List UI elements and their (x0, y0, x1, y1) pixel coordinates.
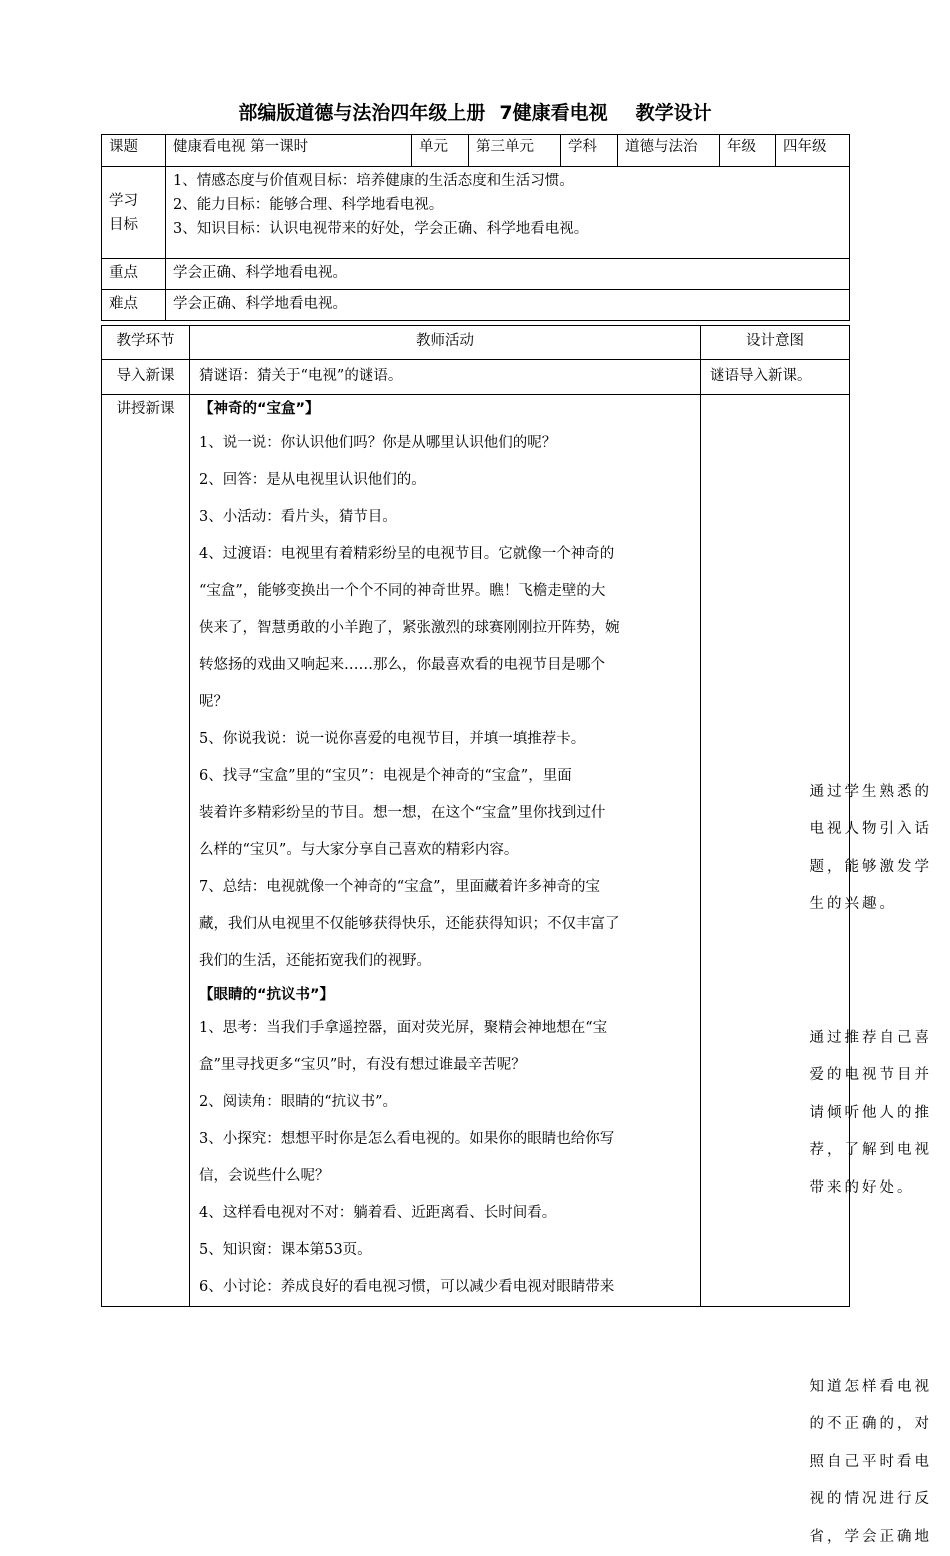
objective-item: 1、情感态度与价值观目标：培养健康的生活态度和生活习惯。 (173, 169, 849, 193)
lesson-line: 7、总结：电视就像一个神奇的“宝盒”，里面藏着许多神奇的宝 (199, 869, 700, 906)
lesson-line: 呢？ (199, 684, 700, 721)
intent-block (810, 1020, 946, 1208)
title-lesson: 7健康看电视 (499, 102, 607, 124)
intent-line: 通过学生熟悉的 (810, 774, 946, 812)
lesson-line: 2、阅读角：眼睛的“抗议书”。 (199, 1084, 700, 1121)
intro-teacher: 猜谜语：猜关于“电视”的谜语。 (190, 360, 701, 395)
lesson-line: 么样的“宝贝”。与大家分享自己喜欢的精彩内容。 (199, 832, 700, 869)
col-teacher-header: 教师活动 (190, 326, 701, 360)
lesson-line: 我们的生活，还能拓宽我们的视野。 (199, 943, 700, 980)
intent-block (810, 774, 946, 924)
title-main: 部编版道德与法治四年级上册 (238, 102, 485, 124)
subject-value: 道德与法治 (618, 135, 720, 167)
intent-line: 带来的好处。 (810, 1170, 946, 1208)
topic-label: 课题 (102, 135, 166, 167)
subject-label: 学科 (561, 135, 618, 167)
grade-label: 年级 (720, 135, 776, 167)
process-table (101, 325, 850, 1307)
col-intent-header: 设计意图 (701, 326, 850, 360)
intent-line: 的不正确的，对 (810, 1406, 946, 1444)
intent-line: 爱的电视节目并 (810, 1057, 946, 1095)
intent-line: 生的兴趣。 (810, 886, 946, 924)
lesson-line: 藏，我们从电视里不仅能够获得快乐，还能获得知识；不仅丰富了 (199, 906, 700, 943)
lesson-line: 盒”里寻找更多“宝贝”时，有没有想过谁最辛苦呢？ (199, 1047, 700, 1084)
intent-line: 照自己平时看电 (810, 1444, 946, 1482)
intent-line: 请倾听他人的推 (810, 1095, 946, 1133)
lesson-line: 转悠扬的戏曲又响起来……那么，你最喜欢看的电视节目是哪个 (199, 647, 700, 684)
lesson-line: 3、小活动：看片头，猜节目。 (199, 499, 700, 536)
objectives-label-line: 学习 (109, 189, 165, 213)
lesson-line: 侠来了，智慧勇敢的小羊跑了，紧张激烈的球赛刚刚拉开阵势，婉 (199, 610, 700, 647)
difficulty-value: 学会正确、科学地看电视。 (166, 290, 850, 321)
col-stage-header: 教学环节 (102, 326, 190, 360)
lesson-teacher (190, 395, 701, 1307)
lesson-line: 4、这样看电视对不对：躺着看、近距离看、长时间看。 (199, 1195, 700, 1232)
section-heading: 【眼睛的“抗议书”】 (199, 980, 700, 1010)
info-table (101, 134, 850, 321)
objective-item: 2、能力目标：能够合理、科学地看电视。 (173, 193, 849, 217)
objectives-content (166, 167, 850, 259)
lesson-line: 4、过渡语：电视里有着精彩纷呈的电视节目。它就像一个神奇的 (199, 536, 700, 573)
intent-block (810, 1369, 946, 1556)
grade-value: 四年级 (776, 135, 850, 167)
intent-line: 题，能够激发学 (810, 849, 946, 887)
intro-stage: 导入新课 (102, 360, 190, 395)
lesson-line: “宝盒”，能够变换出一个个不同的神奇世界。瞧！飞檐走壁的大 (199, 573, 700, 610)
objectives-label (102, 167, 166, 259)
lesson-stage: 讲授新课 (102, 395, 190, 1307)
page-title (0, 98, 950, 125)
lesson-line: 5、知识窗：课本第53页。 (199, 1232, 700, 1269)
key-point-value: 学会正确、科学地看电视。 (166, 259, 850, 290)
unit-label: 单元 (412, 135, 469, 167)
intent-line: 通过推荐自己喜 (810, 1020, 946, 1058)
lesson-line: 5、你说我说：说一说你喜爱的电视节目，并填一填推荐卡。 (199, 721, 700, 758)
lesson-line: 6、找寻“宝盒”里的“宝贝”：电视是个神奇的“宝盒”，里面 (199, 758, 700, 795)
lesson-line: 信，会说些什么呢？ (199, 1158, 700, 1195)
intent-line: 电视人物引入话 (810, 811, 946, 849)
lesson-line: 装着许多精彩纷呈的节目。想一想，在这个“宝盒”里你找到过什 (199, 795, 700, 832)
lesson-intent (701, 395, 850, 1307)
lesson-line: 3、小探究：想想平时你是怎么看电视的。如果你的眼睛也给你写 (199, 1121, 700, 1158)
section-heading: 【神奇的“宝盒”】 (199, 395, 700, 423)
objectives-label-line: 目标 (109, 213, 165, 237)
lesson-line: 1、思考：当我们手拿遥控器，面对荧光屏，聚精会神地想在“宝 (199, 1010, 700, 1047)
intent-line: 荐，了解到电视 (810, 1132, 946, 1170)
objective-item: 3、知识目标：认识电视带来的好处，学会正确、科学地看电视。 (173, 217, 849, 241)
title-suffix: 教学设计 (636, 102, 712, 124)
intent-line: 视的情况进行反 (810, 1481, 946, 1519)
lesson-line: 6、小讨论：养成良好的看电视习惯，可以减少看电视对眼睛带来 (199, 1269, 700, 1306)
intro-intent: 谜语导入新课。 (701, 360, 850, 395)
topic-value: 健康看电视 第一课时 (166, 135, 412, 167)
unit-value: 第三单元 (469, 135, 561, 167)
intent-line: 知道怎样看电视 (810, 1369, 946, 1407)
lesson-line: 1、说一说：你认识他们吗？你是从哪里认识他们的呢？ (199, 425, 700, 462)
key-point-label: 重点 (102, 259, 166, 290)
lesson-line: 2、回答：是从电视里认识他们的。 (199, 462, 700, 499)
intent-line: 省，学会正确地 (810, 1519, 946, 1556)
difficulty-label: 难点 (102, 290, 166, 321)
